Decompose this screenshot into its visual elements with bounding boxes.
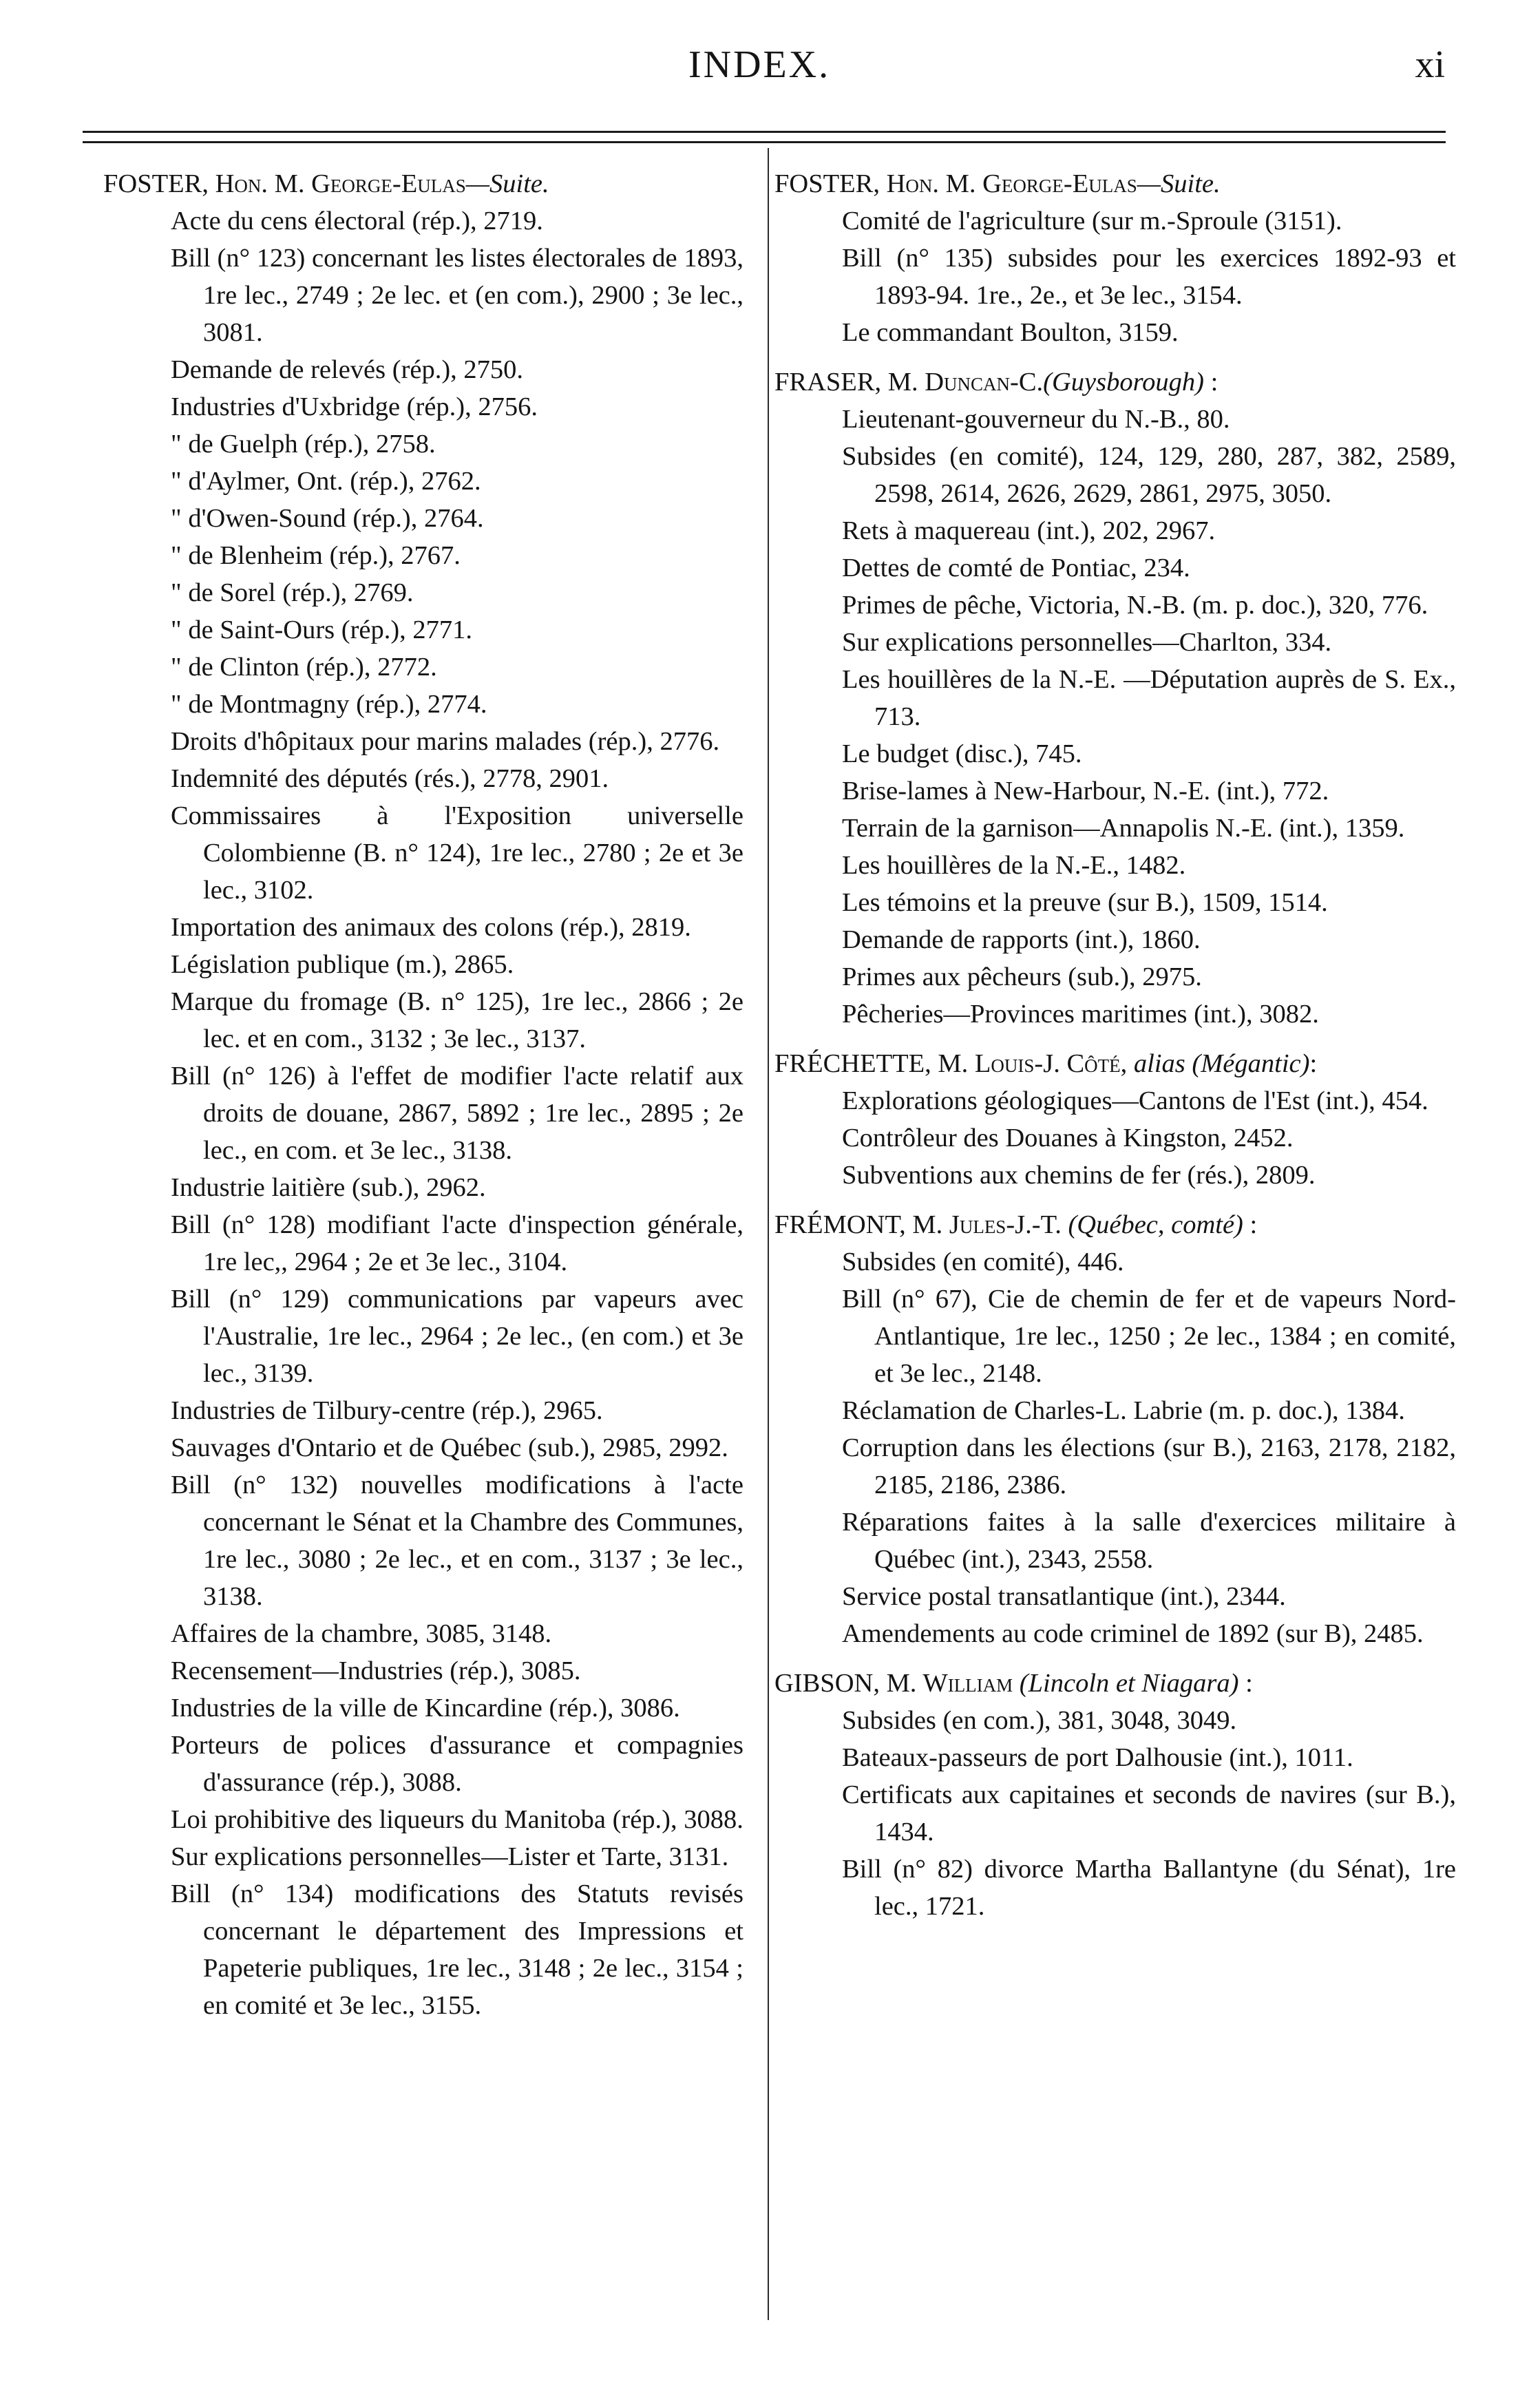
index-entry: Certificats aux capitaines et seconds de navires (sur B.), 1434. — [842, 1780, 1456, 1846]
index-entry: Terrain de la garnison—Annapolis N.-E. (int.), 1359. — [842, 814, 1405, 843]
index-entry: Industries d'Uxbridge (rép.), 2756. — [171, 392, 538, 421]
section-heading — [103, 165, 743, 202]
index-entry: Le commandant Boulton, 3159. — [842, 318, 1179, 347]
index-entry: Brise-lames à New-Harbour, N.-E. (int.), 772. — [842, 777, 1329, 805]
index-entry: Bill (n° 129) communications par vapeurs avec l'Australie, 1re lec., 2964 ; 2e lec., (en com.) et 3e lec., 3139. — [171, 1285, 743, 1388]
index-entry: Loi prohibitive des liqueurs du Manitoba (rép.), 3088. — [171, 1805, 743, 1834]
index-entry: Réparations faites à la salle d'exercices militaire à Québec (int.), 2343, 2558. — [842, 1508, 1456, 1574]
index-entry: Explorations géologiques—Cantons de l'Est (int.), 454. — [842, 1086, 1428, 1115]
index-entry: Bill (n° 132) nouvelles modifications à l'acte concernant le Sénat et la Chambre des Communes, 1re lec., 3080 ; 2e lec., et en com., 3137 ; 3e lec., 3138. — [171, 1471, 743, 1611]
index-entry: Comité de l'agriculture (sur m.-Sproule (3151). — [842, 207, 1342, 235]
index-entry: Bill (n° 128) modifiant l'acte d'inspection générale, 1re lec,, 2964 ; 2e et 3e lec., 3104. — [171, 1210, 743, 1276]
index-entry: Industrie laitière (sub.), 2962. — [171, 1173, 486, 1202]
index-entry: Pêcheries—Provinces maritimes (int.), 3082. — [842, 1000, 1319, 1029]
alias-label: alias — [1127, 1049, 1185, 1078]
index-section — [774, 1045, 1456, 1194]
left-column — [103, 165, 743, 2036]
index-entry: " de Sorel (rép.), 2769. — [171, 578, 414, 607]
index-entry: Bill (n° 82) divorce Martha Ballantyne (du Sénat), 1re lec., 1721. — [842, 1855, 1456, 1921]
index-entry: Contrôleur des Douanes à Kingston, 2452. — [842, 1124, 1294, 1152]
index-entry: Marque du fromage (B. n° 125), 1re lec., 2866 ; 2e lec. et en com., 3132 ; 3e lec., 3137. — [171, 987, 743, 1053]
heading-suffix: : — [1204, 368, 1219, 397]
heading-suffix: : — [1309, 1049, 1318, 1078]
column-divider — [768, 148, 769, 2320]
section-heading — [774, 364, 1456, 401]
member-name: FRÉCHETTE, M. Louis-J. Côté, — [774, 1049, 1128, 1078]
index-entry: " d'Owen-Sound (rép.), 2764. — [171, 504, 484, 533]
index-entry: Droits d'hôpitaux pour marins malades (rép.), 2776. — [171, 727, 720, 756]
member-name: FOSTER, Hon. M. George-Eulas — [103, 169, 466, 198]
right-column — [774, 165, 1456, 1937]
page-header — [0, 0, 1540, 103]
index-entry: " de Saint-Ours (rép.), 2771. — [171, 615, 473, 644]
index-entry: Sur explications personnelles—Lister et Tarte, 3131. — [171, 1842, 729, 1871]
member-name: GIBSON, M. William — [774, 1669, 1013, 1698]
index-section — [774, 364, 1456, 1033]
constituency: (Mégantic) — [1185, 1049, 1310, 1078]
index-entry: Réclamation de Charles-L. Labrie (m. p. doc.), 1384. — [842, 1396, 1405, 1425]
index-entry: Dettes de comté de Pontiac, 234. — [842, 554, 1190, 582]
index-entry: Les houillères de la N.-E. —Députation auprès de S. Ex., 713. — [842, 665, 1456, 731]
page-number: xi — [1415, 43, 1445, 86]
header-rule-top — [83, 131, 1446, 133]
constituency: (Guysborough) — [1043, 368, 1204, 397]
index-entry: Sur explications personnelles—Charlton, 334. — [842, 628, 1332, 657]
index-entry: Industries de Tilbury-centre (rép.), 2965. — [171, 1396, 603, 1425]
heading-suffix: —Suite. — [465, 169, 549, 198]
index-entry: Subsides (en comité), 124, 129, 280, 287, 382, 2589, 2598, 2614, 2626, 2629, 2861, 2975, 3050. — [842, 442, 1456, 508]
index-section — [774, 1206, 1456, 1652]
index-entry: Primes aux pêcheurs (sub.), 2975. — [842, 962, 1202, 991]
heading-suffix: : — [1238, 1669, 1253, 1698]
member-name: FOSTER, Hon. M. George-Eulas — [774, 169, 1137, 198]
index-entry: Acte du cens électoral (rép.), 2719. — [171, 207, 543, 235]
index-entry: Indemnité des députés (rés.), 2778, 2901. — [171, 764, 609, 793]
index-entry: Rets à maquereau (int.), 202, 2967. — [842, 516, 1216, 545]
index-entry: Bill (n° 67), Cie de chemin de fer et de vapeurs Nord-Antlantique, 1re lec., 1250 ; 2e lec., 1384 ; en comité, et 3e lec., 2148. — [842, 1285, 1456, 1388]
index-entry: Bill (n° 126) à l'effet de modifier l'acte relatif aux droits de douane, 2867, 5892 ; 1re lec., 2895 ; 2e lec., en com. et 3e lec., 3138. — [171, 1062, 743, 1165]
index-entry: Subsides (en comité), 446. — [842, 1247, 1124, 1276]
index-entry: " de Clinton (rép.), 2772. — [171, 653, 437, 682]
index-entry: " de Guelph (rép.), 2758. — [171, 430, 436, 459]
index-section — [774, 165, 1456, 351]
index-entry: Bill (n° 135) subsides pour les exercices 1892-93 et 1893-94. 1re., 2e., et 3e lec., 3154. — [842, 244, 1456, 310]
index-entry: Importation des animaux des colons (rép.), 2819. — [171, 913, 691, 942]
index-entry: Bill (n° 123) concernant les listes électorales de 1893, 1re lec., 2749 ; 2e lec. et (en com.), 2900 ; 3e lec., 3081. — [171, 244, 743, 347]
index-entry: Lieutenant-gouverneur du N.-B., 80. — [842, 405, 1230, 434]
index-entry: Recensement—Industries (rép.), 3085. — [171, 1656, 581, 1685]
index-entry: Le budget (disc.), 745. — [842, 739, 1082, 768]
index-entry: Demande de relevés (rép.), 2750. — [171, 355, 524, 384]
index-entry: Subventions aux chemins de fer (rés.), 2809. — [842, 1161, 1316, 1190]
index-entry: Commissaires à l'Exposition universelle Colombienne (B. n° 124), 1re lec., 2780 ; 2e et 3e lec., 3102. — [171, 801, 743, 905]
section-heading — [774, 165, 1456, 202]
index-entry: Les témoins et la preuve (sur B.), 1509, 1514. — [842, 888, 1328, 917]
section-heading — [774, 1206, 1456, 1243]
index-entry: Subsides (en com.), 381, 3048, 3049. — [842, 1706, 1237, 1735]
index-entry: Affaires de la chambre, 3085, 3148. — [171, 1619, 552, 1648]
index-entry: Sauvages d'Ontario et de Québec (sub.), 2985, 2992. — [171, 1433, 728, 1462]
index-entry: Primes de pêche, Victoria, N.-B. (m. p. doc.), 320, 776. — [842, 591, 1428, 620]
index-entry: Bill (n° 134) modifications des Statuts revisés concernant le département des Impressions et Papeterie publiques, 1re lec., 3148 ; 2e lec., 3154 ; en comité et 3e lec., 3155. — [171, 1879, 743, 2020]
index-entry: Service postal transatlantique (int.), 2344. — [842, 1582, 1286, 1611]
index-entry: Les houillères de la N.-E., 1482. — [842, 851, 1186, 880]
index-entry: Porteurs de polices d'assurance et compagnies d'assurance (rép.), 3088. — [171, 1731, 743, 1797]
index-entry: Bateaux-passeurs de port Dalhousie (int.), 1011. — [842, 1743, 1353, 1772]
index-entry: Corruption dans les élections (sur B.), 2163, 2178, 2182, 2185, 2186, 2386. — [842, 1433, 1456, 1499]
index-entry: " de Montmagny (rép.), 2774. — [171, 690, 487, 719]
section-heading — [774, 1665, 1456, 1702]
index-entry: " de Blenheim (rép.), 2767. — [171, 541, 461, 570]
index-section — [774, 1665, 1456, 1925]
index-entry: Législation publique (m.), 2865. — [171, 950, 514, 979]
index-entry: " d'Aylmer, Ont. (rép.), 2762. — [171, 467, 481, 496]
constituency: (Québec, comté) — [1061, 1210, 1243, 1239]
heading-suffix: —Suite. — [1137, 169, 1221, 198]
header-rule-bottom — [83, 141, 1446, 143]
section-heading — [774, 1045, 1456, 1082]
index-entry: Amendements au code criminel de 1892 (sur B), 2485. — [842, 1619, 1424, 1648]
index-entry: Demande de rapports (int.), 1860. — [842, 925, 1201, 954]
index-entry: Industries de la ville de Kincardine (rép.), 3086. — [171, 1694, 680, 1723]
constituency: (Lincoln et Niagara) — [1013, 1669, 1239, 1698]
heading-suffix: : — [1243, 1210, 1258, 1239]
page-title: INDEX. — [688, 43, 831, 86]
index-section — [103, 165, 743, 2024]
member-name: FRÉMONT, M. Jules-J.-T. — [774, 1210, 1062, 1239]
member-name: FRASER, M. Duncan-C. — [774, 368, 1044, 397]
